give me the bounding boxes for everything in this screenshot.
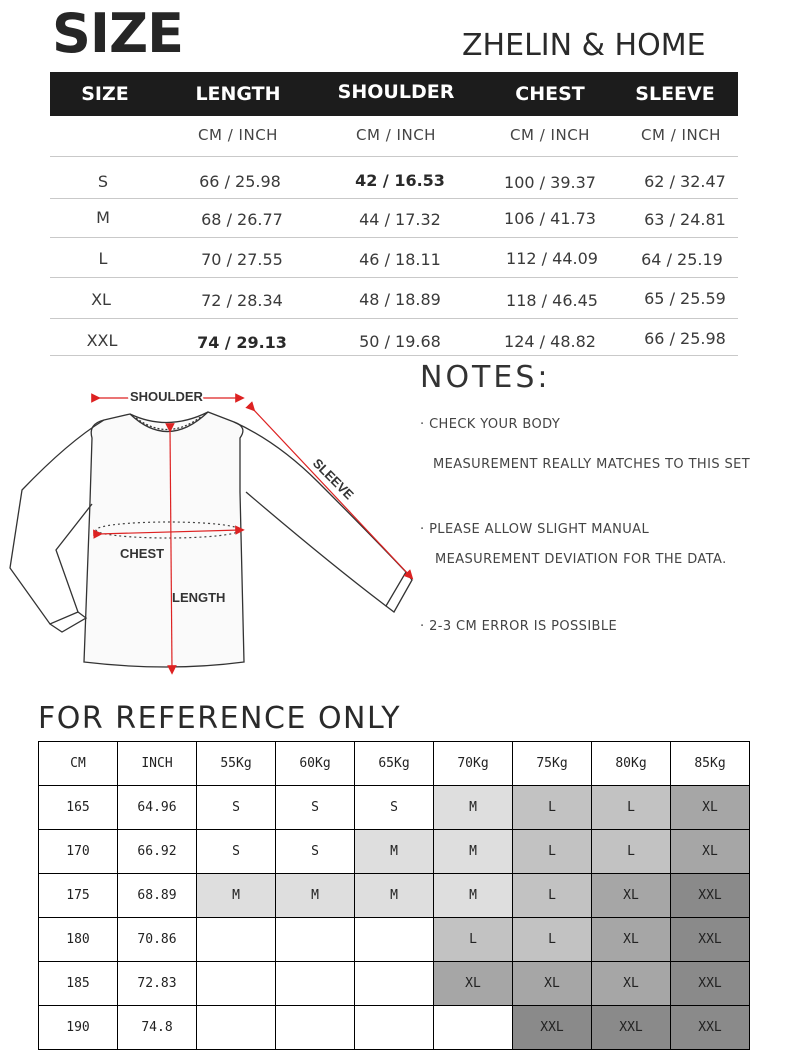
length-label: LENGTH [172,590,226,605]
chest-cell: 106 / 41.73 [504,209,596,228]
divider [50,237,738,238]
chest-cell: 100 / 39.37 [504,173,596,192]
chest-cell: 112 / 44.09 [506,249,598,268]
brand-name: ZHELIN & HOME [462,28,706,63]
size-cell: M [96,208,110,227]
size-cell: XXL [86,331,118,350]
size-cell: L [98,249,108,268]
height-cm-cell: 185 [39,962,118,1006]
sleeve-label: SLEEVE [309,455,357,503]
note-text: MEASUREMENT REALLY MATCHES TO THIS SET [433,457,751,472]
reference-header-cell: INCH [118,742,197,786]
shoulder-cell: 50 / 19.68 [359,332,441,351]
recommended-size-cell: XXL [592,1006,671,1050]
reference-row [39,786,750,830]
height-cm-cell: 170 [39,830,118,874]
reference-header-cell: 55Kg [197,742,276,786]
height-inch-cell: 72.83 [118,962,197,1006]
recommended-size-cell [355,1006,434,1050]
sleeve-cell: 63 / 24.81 [644,210,726,229]
chest-label: CHEST [120,546,165,561]
recommended-size-cell: XL [592,962,671,1006]
recommended-size-cell: M [434,830,513,874]
recommended-size-cell: S [276,830,355,874]
recommended-size-cell: L [513,918,592,962]
shoulder-cell: 44 / 17.32 [359,210,441,229]
recommended-size-cell: XL [592,874,671,918]
divider [50,156,738,157]
recommended-size-cell [434,1006,513,1050]
recommended-size-cell: L [592,830,671,874]
reference-header-cell: 80Kg [592,742,671,786]
recommended-size-cell: L [513,874,592,918]
shoulder-cell: 46 / 18.11 [359,250,441,269]
size-table-header [50,72,738,116]
sleeve-cell: 66 / 25.98 [644,329,726,348]
recommended-size-cell: XXL [671,874,750,918]
shirt-measurement-diagram [8,372,414,682]
recommended-size-cell: S [197,786,276,830]
recommended-size-cell: M [434,786,513,830]
length-cell: 68 / 26.77 [201,210,283,229]
page-title: SIZE [52,2,184,65]
shoulder-cell: 42 / 16.53 [355,171,445,190]
divider [50,318,738,319]
recommended-size-cell: XL [513,962,592,1006]
recommended-size-cell [355,962,434,1006]
column-header-shoulder: SHOULDER [337,81,455,103]
chest-cell: 124 / 48.82 [504,332,596,351]
recommended-size-cell: M [355,874,434,918]
reference-header-cell: 60Kg [276,742,355,786]
recommended-size-cell [276,918,355,962]
reference-size-table [38,741,750,1050]
recommended-size-cell: S [355,786,434,830]
recommended-size-cell [197,918,276,962]
reference-row [39,830,750,874]
reference-header-cell: CM [39,742,118,786]
reference-header-cell: 70Kg [434,742,513,786]
recommended-size-cell: M [197,874,276,918]
reference-header-cell: 75Kg [513,742,592,786]
column-header-sleeve: SLEEVE [635,83,715,105]
reference-row [39,962,750,1006]
recommended-size-cell: L [513,786,592,830]
column-header-chest: CHEST [515,83,585,105]
note-text: · 2-3 CM ERROR IS POSSIBLE [420,619,618,634]
recommended-size-cell: S [276,786,355,830]
recommended-size-cell: XL [592,918,671,962]
recommended-size-cell: XL [671,830,750,874]
divider [50,277,738,278]
unit-label: CM / INCH [356,126,436,144]
shoulder-label: SHOULDER [130,389,203,404]
reference-header-cell: 85Kg [671,742,750,786]
recommended-size-cell: XXL [513,1006,592,1050]
reference-header-cell: 65Kg [355,742,434,786]
length-cell: 74 / 29.13 [197,333,287,352]
chest-cell: 118 / 46.45 [506,291,598,310]
recommended-size-cell: M [276,874,355,918]
length-cell: 70 / 27.55 [201,250,283,269]
recommended-size-cell: S [197,830,276,874]
divider [50,355,738,356]
recommended-size-cell [197,962,276,1006]
column-header-size: SIZE [81,83,129,105]
recommended-size-cell: L [592,786,671,830]
note-text: · PLEASE ALLOW SLIGHT MANUAL [420,522,650,537]
reference-row [39,1006,750,1050]
recommended-size-cell: L [434,918,513,962]
recommended-size-cell: XXL [671,1006,750,1050]
recommended-size-cell: L [513,830,592,874]
height-inch-cell: 64.96 [118,786,197,830]
height-inch-cell: 68.89 [118,874,197,918]
height-cm-cell: 180 [39,918,118,962]
shoulder-cell: 48 / 18.89 [359,290,441,309]
height-inch-cell: 74.8 [118,1006,197,1050]
recommended-size-cell: XL [434,962,513,1006]
sleeve-cell: 64 / 25.19 [641,250,723,269]
height-cm-cell: 175 [39,874,118,918]
note-text: MEASUREMENT DEVIATION FOR THE DATA. [435,552,727,567]
recommended-size-cell [276,1006,355,1050]
reference-header-row [39,742,750,786]
recommended-size-cell: XXL [671,918,750,962]
recommended-size-cell: XXL [671,962,750,1006]
size-cell: S [97,172,109,191]
recommended-size-cell [355,918,434,962]
height-inch-cell: 70.86 [118,918,197,962]
size-cell: XL [91,290,111,309]
length-cell: 72 / 28.34 [201,291,283,310]
height-inch-cell: 66.92 [118,830,197,874]
recommended-size-cell [276,962,355,1006]
unit-label: CM / INCH [198,126,278,144]
recommended-size-cell: M [355,830,434,874]
unit-label: CM / INCH [510,126,590,144]
sleeve-cell: 65 / 25.59 [644,289,726,308]
reference-title: FOR REFERENCE ONLY [38,701,402,736]
recommended-size-cell [197,1006,276,1050]
column-header-length: LENGTH [195,83,281,105]
sleeve-cell: 62 / 32.47 [644,172,726,191]
length-cell: 66 / 25.98 [199,172,281,191]
unit-label: CM / INCH [641,126,721,144]
height-cm-cell: 165 [39,786,118,830]
note-text: · CHECK YOUR BODY [420,417,561,432]
height-cm-cell: 190 [39,1006,118,1050]
recommended-size-cell: XL [671,786,750,830]
reference-row [39,874,750,918]
divider [50,198,738,199]
notes-title: NOTES: [420,360,551,395]
recommended-size-cell: M [434,874,513,918]
reference-row [39,918,750,962]
